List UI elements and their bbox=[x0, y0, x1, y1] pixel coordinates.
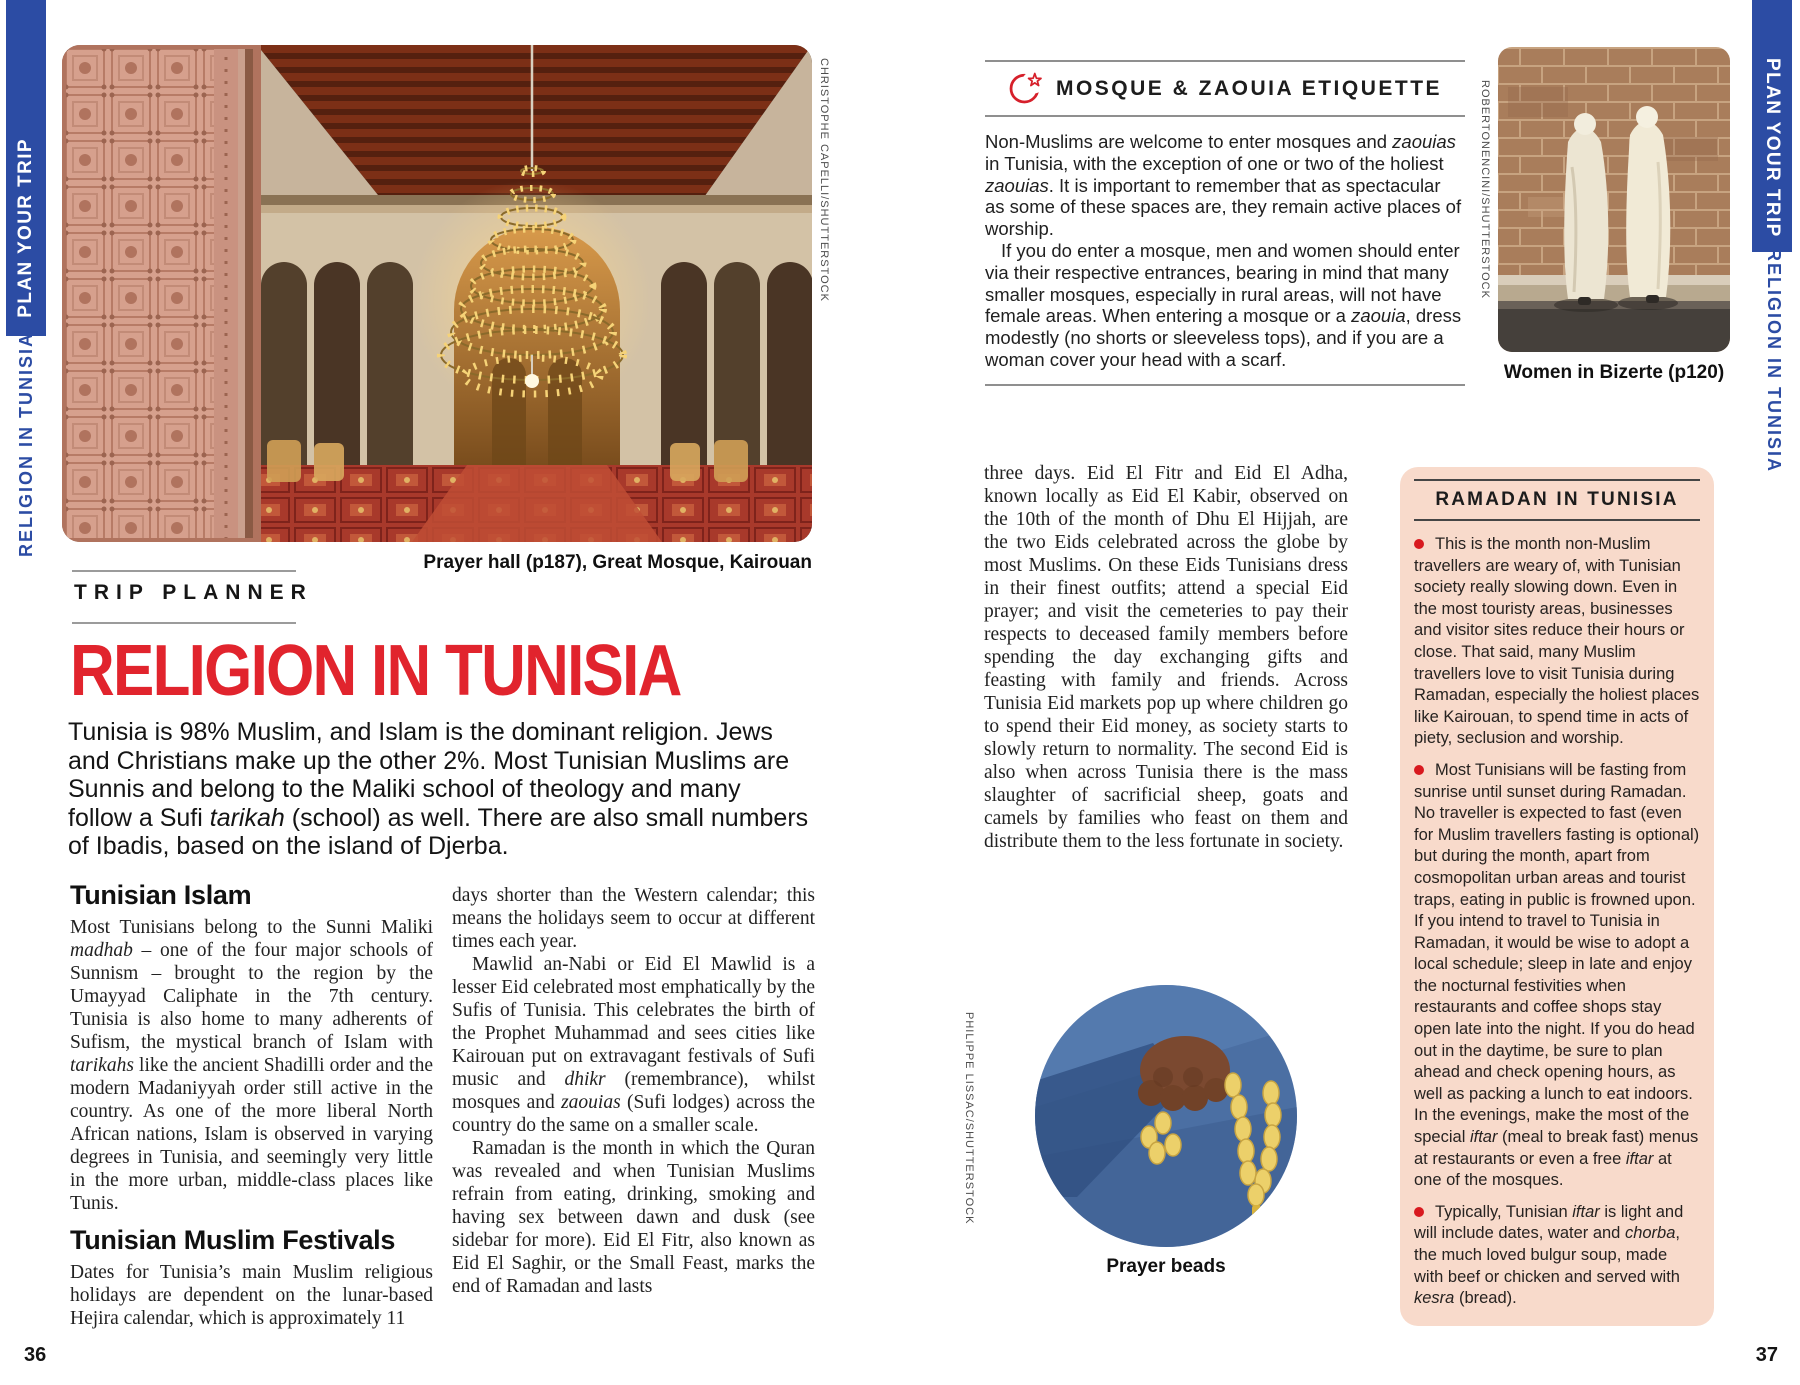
prayer-hall-photo bbox=[62, 45, 812, 542]
bullet-dot-icon bbox=[1414, 765, 1424, 775]
etiquette-body bbox=[985, 131, 1465, 371]
plan-your-trip-tab-right bbox=[1752, 0, 1792, 252]
body-paragraph: Ramadan is the month in which the Quran was revealed and when Tunisian Muslims refrain from eating, drinking, smoking and having sex between dawn and dusk (see sidebar for more). Eid El Fitr, also known as Eid El Saghir, or the Small Feast, marks the end of Ramadan and lasts bbox=[452, 1138, 815, 1297]
bullet-dot-icon bbox=[1414, 539, 1424, 549]
bullet-dot-icon bbox=[1414, 1207, 1424, 1217]
women-illustration bbox=[1498, 47, 1730, 352]
section-label-right: RELIGION IN TUNISIA bbox=[1764, 248, 1784, 474]
women-caption: Women in Bizerte (p120) bbox=[1503, 362, 1725, 383]
body-paragraph: three days. Eid El Fitr and Eid El Adha, known locally as Eid El Kabir, observed on the 10th of the month of Dhu El Hijjah, are the two Eids celebrated across the globe by most Muslims. On these Eids Tunisians dress in their finest outfits; attend a special Eid prayer; and visit the cemeteries to pay their respects to deceased family members before spending the day exchanging gifts and feasting with family and friends. Across Tunisia Eid markets pop up where children go to spend their Eid money, as society starts to slowly return to normality. The second Eid is also when across Tunisia there is the mass slaughter of sacrificial sheep, goats and camels by families who feast on them and distribute them to the less fortunate in society. bbox=[984, 463, 1348, 852]
ramadan-sidebar-box bbox=[1400, 467, 1714, 1326]
bullet-text: This is the month non-Muslim travellers are weary of, with Tunisian society really slowing down. Even in the most touristy areas, businesses and visitor sites reduce their hours or close. That said, many Muslim travellers love to visit Tunisia during Ramadan, especially the holiest places like Kairouan, to spend time in acts of piety, seclusion and worship. bbox=[1414, 535, 1700, 748]
tab-label: PLAN YOUR TRIP bbox=[15, 138, 36, 318]
page-number-left: 36 bbox=[24, 1344, 47, 1366]
body-paragraph: Mawlid an-Nabi or Eid El Mawlid is a lesser Eid celebrated most emphatically by the Sufis of Tunisia. This celebrates the birth of the Prophet Muhammad and sees cities like Kairouan put on extravagant festivals of Sufi music and dhikr (remembrance), whilst mosques and zaouias (Sufi lodges) across the country do the same on a smaller scale. bbox=[452, 954, 816, 1136]
right-page-column bbox=[984, 462, 1348, 853]
etiquette-header bbox=[985, 62, 1465, 115]
section-heading-tunisian-islam: Tunisian Islam bbox=[70, 880, 252, 910]
left-page-column-1 bbox=[70, 880, 433, 1330]
ramadan-bullet bbox=[1414, 760, 1700, 1192]
ramadan-title: RAMADAN IN TUNISIA bbox=[1435, 489, 1679, 510]
tab-label: PLAN YOUR TRIP bbox=[1762, 58, 1783, 238]
prayer-beads-illustration bbox=[1035, 985, 1297, 1247]
etiquette-paragraph: If you do enter a mosque, men and women should enter via their respective entrances, bearing in mind that many smaller mosques, especially in rural areas, will not have female areas. When entering a mosque or a zaouia, dress modestly (no shorts or sleeveless tops), and if you are a woman cover your head with a scarf. bbox=[985, 239, 1462, 370]
kicker-rule-top bbox=[72, 570, 296, 572]
ramadan-bullet bbox=[1414, 1202, 1700, 1310]
women-in-bizerte-photo bbox=[1498, 47, 1730, 352]
left-page-column-2 bbox=[452, 884, 815, 1298]
body-paragraph: days shorter than the Western calendar; this means the holidays seem to occur at different times each year. bbox=[452, 885, 815, 952]
etiquette-rule-mid bbox=[985, 115, 1465, 117]
section-heading-tunisian-muslim-festivals: Tunisian Muslim Festivals bbox=[70, 1225, 396, 1255]
photo-credit-prayer-hall: CHRISTOPHE CAPELLI/SHUTTERSTOCK bbox=[818, 58, 830, 302]
bullet-text: Most Tunisians will be fasting from sunrise until sunset during Ramadan. No traveller is expected to fast (even for Muslim travellers fasting is optional) but during the month, apart from cosmopolitan urban areas and tourist traps, eating in public is frowned upon. If you intend to travel to Tunisia in Ramadan, it would be wise to adopt a local schedule; sleep in late and enjoy the nocturnal festivities when restaurants and coffee shops stay open late into the night. If you do head out in the daytime, be sure to plan ahead and check opening hours, as well as packing a lunch to eat indoors. In the evenings, make the most of the special iftar (meal to break fast) menus at restaurants or even a free iftar at one of the mosques. bbox=[1414, 760, 1700, 1190]
ramadan-rule-bottom bbox=[1414, 519, 1700, 521]
photo-credit-beads: PHILIPPE LISSAC/SHUTTERSTOCK bbox=[963, 1012, 975, 1225]
page-title: RELIGION IN TUNISIA bbox=[70, 631, 681, 711]
kicker: TRIP PLANNER bbox=[74, 581, 313, 604]
mosque-etiquette-box bbox=[985, 60, 1465, 386]
ramadan-bullet bbox=[1414, 534, 1700, 750]
body-paragraph: Dates for Tunisia’s main Muslim religious holidays are dependent on the lunar-based Hejira calendar, which is approximately 11 bbox=[70, 1262, 433, 1329]
plan-your-trip-tab-left bbox=[6, 0, 46, 336]
lede-paragraph: Tunisia is 98% Muslim, and Islam is the dominant religion. Jews and Christians make up the other 2%. Most Tunisian Muslims are Sunnis and belong to the Maliki school of theology and many follow a Sufi tarikah (school) as well. There are also small numbers of Ibadis, based on the island of Djerba. bbox=[68, 718, 809, 860]
etiquette-title: MOSQUE & ZAOUIA ETIQUETTE bbox=[1055, 76, 1443, 100]
bullet-text: Typically, Tunisian iftar is light and will include dates, water and chorba, the much loved bulgur soup, made with beef or chicken and served with kesra (bread). bbox=[1414, 1202, 1684, 1308]
etiquette-paragraph: Non-Muslims are welcome to enter mosques and zaouias in Tunisia, with the exception of one or two of the holiest zaouias. It is important to remember that as spectacular as some of these spaces are, they remain active places of worship. bbox=[985, 131, 1462, 240]
mosque-interior-illustration bbox=[62, 45, 812, 542]
prayer-beads-photo bbox=[1035, 985, 1297, 1247]
etiquette-rule-bottom bbox=[985, 384, 1465, 386]
kicker-rule-bottom bbox=[72, 622, 296, 624]
body-paragraph: Most Tunisians belong to the Sunni Maliki madhab – one of the four major schools of Sunnism – brought to the region by the Umayyad Caliphate in the 7th century. Tunisia is also home to many adherents of Sufism, the mystical branch of Islam with tarikahs like the ancient Shadilli order and the modern Madaniyyah order still active in the country. As one of the more liberal North African nations, Islam is observed in varying degrees in Tunisia, and seemingly very little in the more urban, middle-class places like Tunis. bbox=[70, 917, 433, 1214]
prayer-hall-caption: Prayer hall (p187), Great Mosque, Kairouan bbox=[423, 552, 812, 573]
section-label-left: RELIGION IN TUNISIA bbox=[16, 332, 36, 558]
crescent-star-icon bbox=[1008, 66, 1046, 111]
page-number-right: 37 bbox=[1755, 1344, 1778, 1366]
beads-caption: Prayer beads bbox=[1106, 1256, 1226, 1277]
photo-credit-women: ROBERTONENCINI/SHUTTERSTOCK bbox=[1479, 80, 1491, 299]
